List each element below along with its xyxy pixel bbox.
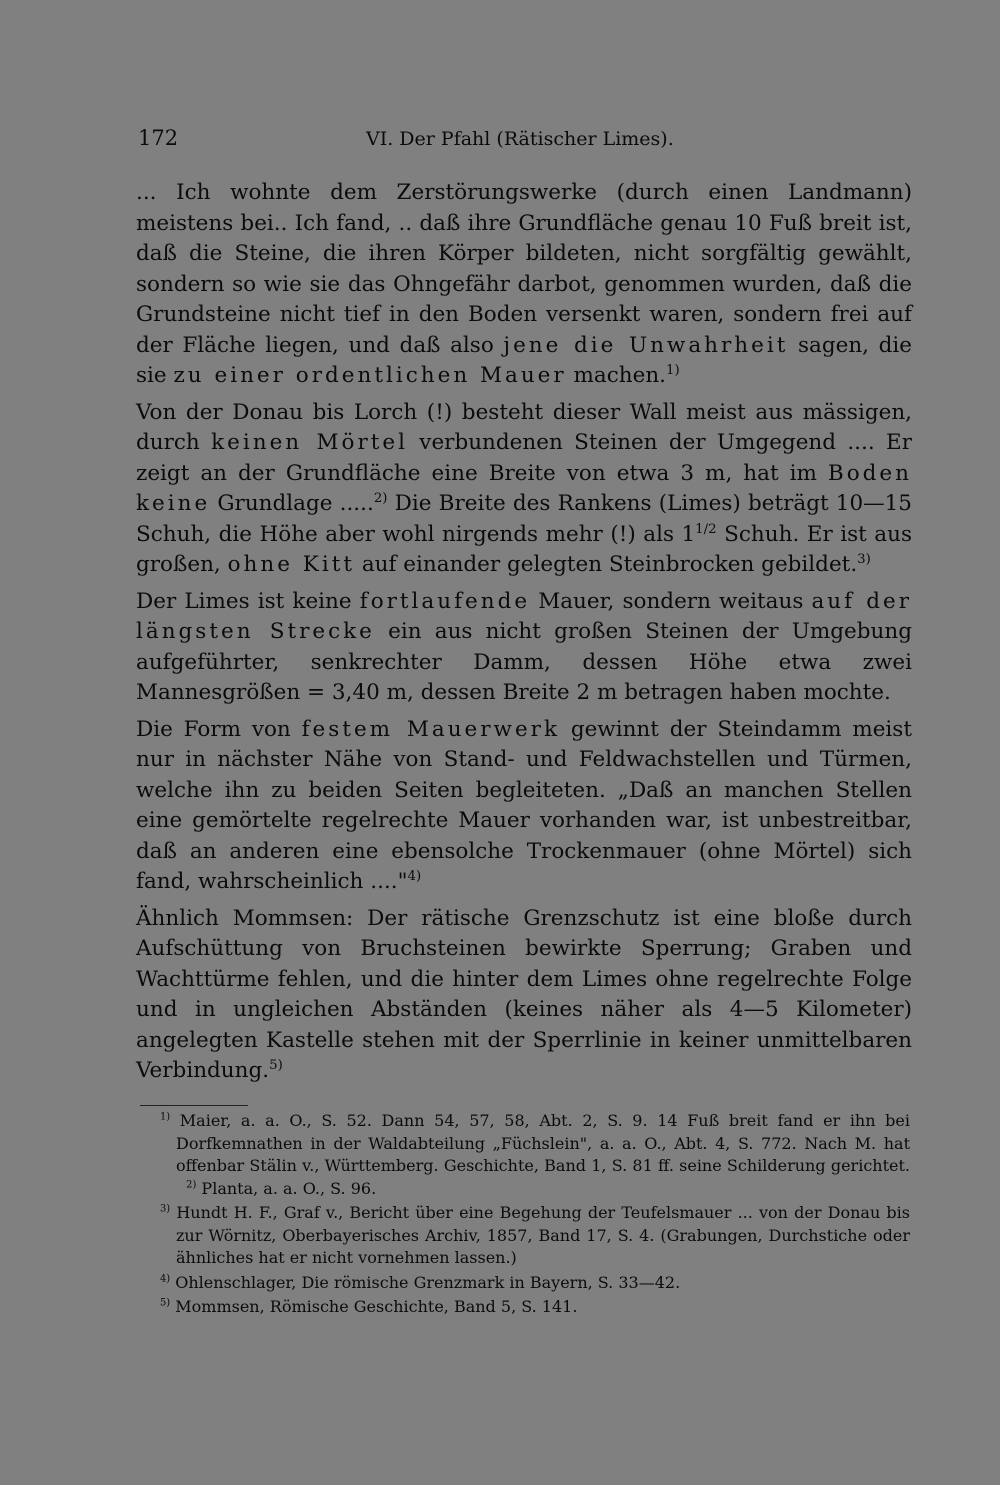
footnote-mark: 1) [160,1111,171,1123]
footnote-mark: 4) [160,1273,171,1285]
footnote-ref: 5) [269,1057,283,1073]
spaced-emphasis: ohne Kitt [227,552,356,577]
text-run: Mauer, sondern weitaus [530,588,812,614]
text-run: Ähnlich Mommsen: Der rätische Grenzschutz ist eine bloße durch Aufschüttung von Bruchsteinen bewirkte Sperrung; Graben und Wachttürme fehlen, und die hinter dem Limes ohne regelrechte Folge und in ungleichen Abständen (keines näher als 4—5 Kilometer) angelegten Kastelle stehen mit der Sperrlinie in keiner unmittelbaren Verbindung. [136,905,912,1083]
text-run: Der Limes ist keine [136,588,360,614]
text-run: Grundlage ..... [210,491,374,516]
footnote-mark: 2) [186,1179,197,1191]
text-run: sagen, die sie [136,332,912,388]
text-run: machen. [566,363,667,388]
footnote-4 [160,1272,910,1295]
footnote-text: Planta, a. a. O., S. 96. [196,1178,377,1198]
text-run: Die Form von [136,716,302,742]
spaced-emphasis: Boden keine [136,460,912,516]
footnote-divider [140,1105,248,1106]
text-run: Von der Donau bis Lorch (!) besteht dieser Wall meist aus mässigen, durch [136,399,912,455]
footnote-text: Maier, a. a. O., S. 52. Dann 54, 57, 58, Abt. 2, S. 9. 14 Fuß breit fand er ihn bei Dorfkemnathen in der Waldabteilung „Füchslein", a. a. O., Abt. 4, S. 772. Nach M. hat offenbar Stälin v., Württemberg. Geschichte, Band 1, S. 81 ff. seine Schilderung gerichtet. [170,1111,910,1175]
footnote-mark: 3) [160,1203,171,1215]
text-run: gewinnt der Steindamm meist nur in nächster Nähe von Stand- und Feldwachstellen und Türmen, welche ihn zu beiden Seiten begleiteten. „Daß an manchen Stellen eine gemörtelte regelrechte Mauer vorhanden war, ist unbestreitbar, daß an anderen eine ebensolche Trockenmauer (ohne Mörtel) sich fand, wahrscheinlich ...." [136,716,912,894]
text-run: Schuh. Er ist aus großen, [136,521,913,577]
text-run: ein aus nicht großen Steinen der Umgebung aufgeführter, senkrechter Damm, dessen Höhe etwa zwei Mannesgrößen = 3,40 m, dessen Breite 2 m betragen haben mochte. [136,619,912,705]
footnote-text: Ohlenschlager, Die römische Grenzmark in Bayern, S. 33—42. [170,1272,681,1292]
paragraph-4 [136,715,912,898]
text-run: auf einander gelegten Steinbrocken gebildet. [355,552,858,577]
text-run: Die Breite des Rankens (Limes) beträgt 10—15 Schuh, die Höhe aber wohl nirgends mehr (!) als 1 [136,491,912,547]
footnote-text: Mommsen, Römische Geschichte, Band 5, S. 141. [170,1297,578,1316]
paragraph-3 [136,587,912,709]
footnote-text: Hundt H. F., Graf v., Bericht über eine Begehung der Teufelsmauer ... von der Donau bis zur Wörnitz, Oberbayerisches Archiv, 1857, Band 17, S. 4. (Grabungen, Durchstiche oder ähnliches hat er nicht vornehmen lassen.) [170,1203,910,1267]
footnote-5 [160,1296,910,1319]
spaced-emphasis: keinen Mörtel [211,430,408,455]
footnote-3 [160,1202,910,1270]
footnote-mark: 5) [160,1297,171,1309]
footnote-ref: 1) [666,362,680,378]
footnote-1 [160,1110,910,1200]
footnote-ref: 2) [373,490,388,506]
page-number: 172 [138,126,179,150]
running-title: VI. Der Pfahl (Rätischer Limes). [366,128,674,150]
spaced-emphasis: zu einer ordentlichen Mauer [173,363,567,388]
spaced-emphasis: fortlaufende [359,588,531,614]
footnotes [160,1110,910,1321]
paragraph-5 [136,904,912,1087]
paragraph-1 [136,178,912,392]
page-header [138,126,910,156]
text-run: ... Ich wohnte dem Zerstörungswerke (durch einen Landmann) meistens bei.. Ich fand, .. daß ihre Grundfläche genau 10 Fuß breit ist, daß die Steine, die ihren Körper bildeten, nicht sorgfältig gewählt, sondern so wie sie das Ohngefähr darbot, genommen wurden, daß die Grundsteine nicht tief in den Boden versenkt waren, sondern frei auf der Fläche liegen, und daß also [136,180,912,358]
text-run: verbundenen Steinen der Umgegend .... Er zeigt an der Grundfläche eine Breite von etwa 3 m, hat im [136,430,912,486]
footnote-ref: 4) [407,868,422,884]
footnote-ref: 3) [857,551,871,567]
main-text [136,178,912,1087]
paragraph-2 [136,398,912,581]
spaced-emphasis: festem Mauerwerk [301,716,560,742]
fraction: 1/2 [695,521,717,537]
spaced-emphasis: jene die Unwahrheit [503,332,789,358]
spaced-emphasis: auf der längsten Strecke [136,588,912,644]
